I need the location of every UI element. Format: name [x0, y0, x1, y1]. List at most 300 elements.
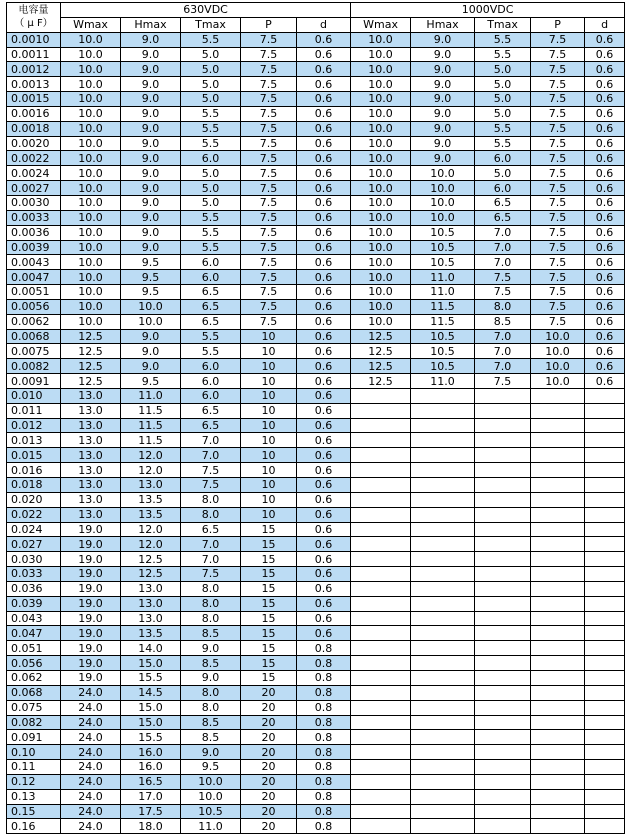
cell-1000-wmax [351, 626, 411, 641]
cell-630-wmax: 13.0 [61, 403, 121, 418]
subcol-1000-tmax: Tmax [475, 17, 531, 32]
cell-1000-wmax [351, 581, 411, 596]
cell-1000-tmax: 7.5 [475, 374, 531, 389]
cell-630-hmax: 13.0 [121, 596, 181, 611]
cell-630-d: 0.8 [297, 700, 351, 715]
capacitance-header [7, 3, 61, 33]
cell-630-p: 20 [241, 789, 297, 804]
cell-1000-p: 7.5 [531, 32, 585, 47]
cell-1000-wmax: 10.0 [351, 181, 411, 196]
cell-630-hmax: 10.0 [121, 314, 181, 329]
cell-630-d: 0.6 [297, 195, 351, 210]
table-row [7, 418, 625, 433]
cell-1000-p [531, 789, 585, 804]
cell-630-p: 10 [241, 492, 297, 507]
cell-630-tmax: 9.0 [181, 745, 241, 760]
table-row [7, 359, 625, 374]
cell-630-p: 7.5 [241, 77, 297, 92]
cell-1000-hmax [411, 433, 475, 448]
cell-1000-tmax [475, 730, 531, 745]
cell-1000-d: 0.6 [585, 210, 625, 225]
cell-630-d: 0.6 [297, 448, 351, 463]
cell-1000-tmax: 7.0 [475, 225, 531, 240]
cell-630-wmax: 13.0 [61, 448, 121, 463]
cell-630-hmax: 15.0 [121, 700, 181, 715]
cell-630-wmax: 13.0 [61, 418, 121, 433]
cell-630-tmax: 7.0 [181, 552, 241, 567]
cell-630-tmax: 6.0 [181, 255, 241, 270]
cell-1000-d: 0.6 [585, 77, 625, 92]
cell-1000-wmax [351, 552, 411, 567]
cell-630-wmax: 10.0 [61, 195, 121, 210]
table-row [7, 685, 625, 700]
cell-capacitance: 0.030 [7, 552, 61, 567]
cell-capacitance: 0.10 [7, 745, 61, 760]
cell-630-wmax: 24.0 [61, 700, 121, 715]
table-row [7, 166, 625, 181]
cell-630-d: 0.8 [297, 804, 351, 819]
cell-630-p: 20 [241, 715, 297, 730]
cell-1000-hmax: 10.5 [411, 344, 475, 359]
cell-1000-wmax: 10.0 [351, 106, 411, 121]
cell-630-p: 7.5 [241, 32, 297, 47]
cell-capacitance: 0.13 [7, 789, 61, 804]
cell-630-hmax: 13.0 [121, 478, 181, 493]
cell-630-hmax: 9.5 [121, 285, 181, 300]
cell-630-hmax: 16.0 [121, 745, 181, 760]
cell-1000-p: 10.0 [531, 344, 585, 359]
table-row [7, 596, 625, 611]
cell-630-d: 0.8 [297, 685, 351, 700]
cell-1000-d: 0.6 [585, 151, 625, 166]
cell-630-p: 7.5 [241, 151, 297, 166]
cell-1000-d: 0.6 [585, 240, 625, 255]
cell-630-wmax: 12.5 [61, 344, 121, 359]
cell-1000-d [585, 522, 625, 537]
cell-630-d: 0.6 [297, 374, 351, 389]
cell-1000-p: 10.0 [531, 374, 585, 389]
cell-capacitance: 0.068 [7, 685, 61, 700]
cell-1000-tmax [475, 626, 531, 641]
subcol-1000-d: d [585, 17, 625, 32]
cell-1000-p [531, 700, 585, 715]
cell-630-p: 15 [241, 552, 297, 567]
cell-630-tmax: 10.5 [181, 804, 241, 819]
table-row [7, 47, 625, 62]
cell-1000-p: 7.5 [531, 166, 585, 181]
cell-1000-tmax [475, 567, 531, 582]
cell-1000-p [531, 448, 585, 463]
cell-630-d: 0.6 [297, 47, 351, 62]
cell-capacitance: 0.0056 [7, 299, 61, 314]
cell-630-wmax: 10.0 [61, 210, 121, 225]
table-row [7, 463, 625, 478]
cell-1000-d [585, 641, 625, 656]
cell-630-d: 0.6 [297, 314, 351, 329]
cell-1000-d: 0.6 [585, 270, 625, 285]
cell-1000-p [531, 745, 585, 760]
cell-630-wmax: 19.0 [61, 626, 121, 641]
cell-1000-hmax [411, 388, 475, 403]
cell-1000-tmax [475, 715, 531, 730]
cell-capacitance: 0.0051 [7, 285, 61, 300]
cell-1000-d: 0.6 [585, 285, 625, 300]
table-row [7, 240, 625, 255]
cell-630-hmax: 17.5 [121, 804, 181, 819]
cell-630-wmax: 19.0 [61, 552, 121, 567]
cell-630-wmax: 24.0 [61, 745, 121, 760]
cell-capacitance: 0.056 [7, 656, 61, 671]
cell-630-tmax: 8.0 [181, 581, 241, 596]
table-row [7, 626, 625, 641]
cell-630-p: 20 [241, 819, 297, 834]
cell-1000-wmax [351, 685, 411, 700]
cell-1000-tmax: 8.0 [475, 299, 531, 314]
cell-630-d: 0.6 [297, 106, 351, 121]
cell-1000-hmax [411, 448, 475, 463]
cell-630-p: 15 [241, 611, 297, 626]
cell-1000-hmax [411, 685, 475, 700]
cell-1000-d: 0.6 [585, 374, 625, 389]
subcol-630-d: d [297, 17, 351, 32]
cell-630-p: 7.5 [241, 210, 297, 225]
cell-630-hmax: 11.0 [121, 388, 181, 403]
cell-1000-wmax: 10.0 [351, 299, 411, 314]
cell-630-wmax: 10.0 [61, 166, 121, 181]
group-header-1000vdc: 1000VDC [351, 3, 625, 18]
cell-630-d: 0.8 [297, 670, 351, 685]
cell-1000-d [585, 656, 625, 671]
cell-630-wmax: 10.0 [61, 47, 121, 62]
cell-1000-p: 10.0 [531, 329, 585, 344]
cell-630-wmax: 13.0 [61, 433, 121, 448]
cell-630-wmax: 24.0 [61, 789, 121, 804]
cell-630-tmax: 8.5 [181, 730, 241, 745]
cell-630-hmax: 16.0 [121, 760, 181, 775]
cell-630-tmax: 10.0 [181, 774, 241, 789]
cell-1000-d [585, 537, 625, 552]
cell-630-hmax: 9.0 [121, 136, 181, 151]
cell-630-hmax: 11.5 [121, 418, 181, 433]
cell-630-tmax: 5.5 [181, 136, 241, 151]
table-row [7, 270, 625, 285]
table-row [7, 611, 625, 626]
cell-630-hmax: 12.0 [121, 463, 181, 478]
cell-630-wmax: 19.0 [61, 596, 121, 611]
cell-1000-d [585, 819, 625, 834]
table-row [7, 552, 625, 567]
cell-1000-hmax [411, 581, 475, 596]
cell-630-p: 10 [241, 388, 297, 403]
table-row [7, 121, 625, 136]
cell-1000-wmax: 10.0 [351, 62, 411, 77]
cell-1000-d [585, 730, 625, 745]
cell-1000-wmax: 10.0 [351, 210, 411, 225]
cell-1000-wmax [351, 403, 411, 418]
cell-1000-p: 7.5 [531, 270, 585, 285]
cell-630-p: 10 [241, 507, 297, 522]
cell-1000-hmax: 10.0 [411, 181, 475, 196]
cell-630-wmax: 13.0 [61, 478, 121, 493]
cell-630-wmax: 19.0 [61, 537, 121, 552]
cell-630-wmax: 10.0 [61, 240, 121, 255]
cell-1000-tmax [475, 700, 531, 715]
cell-1000-wmax [351, 507, 411, 522]
cell-630-wmax: 12.5 [61, 374, 121, 389]
cell-1000-wmax: 10.0 [351, 47, 411, 62]
cell-capacitance: 0.027 [7, 537, 61, 552]
cell-630-p: 10 [241, 344, 297, 359]
cell-630-p: 7.5 [241, 92, 297, 107]
cell-1000-d [585, 685, 625, 700]
cell-1000-hmax [411, 537, 475, 552]
table-row [7, 136, 625, 151]
cell-630-tmax: 5.5 [181, 32, 241, 47]
cell-1000-d [585, 804, 625, 819]
cell-capacitance: 0.039 [7, 596, 61, 611]
cell-630-hmax: 9.0 [121, 106, 181, 121]
cell-1000-p [531, 596, 585, 611]
cell-1000-wmax [351, 418, 411, 433]
cell-1000-p: 7.5 [531, 151, 585, 166]
cell-1000-wmax: 12.5 [351, 374, 411, 389]
cell-1000-p: 7.5 [531, 285, 585, 300]
cell-1000-hmax: 10.0 [411, 210, 475, 225]
cell-1000-tmax [475, 774, 531, 789]
cell-630-hmax: 9.5 [121, 255, 181, 270]
cell-1000-tmax [475, 596, 531, 611]
cell-1000-tmax [475, 478, 531, 493]
table-row [7, 641, 625, 656]
cell-630-hmax: 9.0 [121, 240, 181, 255]
cell-630-tmax: 6.0 [181, 151, 241, 166]
cell-630-p: 7.5 [241, 225, 297, 240]
cell-630-p: 15 [241, 670, 297, 685]
cell-630-d: 0.6 [297, 285, 351, 300]
table-row [7, 255, 625, 270]
cell-capacitance: 0.0030 [7, 195, 61, 210]
cell-1000-hmax: 11.0 [411, 374, 475, 389]
cell-1000-tmax [475, 685, 531, 700]
cell-630-tmax: 6.5 [181, 314, 241, 329]
cell-630-d: 0.6 [297, 567, 351, 582]
cell-630-tmax: 8.0 [181, 611, 241, 626]
cell-630-hmax: 9.0 [121, 225, 181, 240]
cell-630-d: 0.6 [297, 418, 351, 433]
cell-1000-tmax [475, 611, 531, 626]
cell-630-hmax: 15.5 [121, 730, 181, 745]
cell-capacitance: 0.0075 [7, 344, 61, 359]
cell-630-tmax: 5.0 [181, 92, 241, 107]
cell-630-p: 10 [241, 329, 297, 344]
cell-630-tmax: 5.0 [181, 166, 241, 181]
cell-630-hmax: 9.0 [121, 32, 181, 47]
cell-capacitance: 0.0016 [7, 106, 61, 121]
cell-630-d: 0.6 [297, 210, 351, 225]
cell-630-p: 15 [241, 581, 297, 596]
cell-630-wmax: 24.0 [61, 804, 121, 819]
cell-1000-p [531, 819, 585, 834]
cell-1000-tmax: 6.5 [475, 210, 531, 225]
cell-630-wmax: 24.0 [61, 730, 121, 745]
cell-630-d: 0.6 [297, 166, 351, 181]
cell-630-hmax: 12.0 [121, 522, 181, 537]
cell-capacitance: 0.0018 [7, 121, 61, 136]
cell-1000-wmax [351, 789, 411, 804]
cell-1000-hmax [411, 819, 475, 834]
cell-630-p: 15 [241, 656, 297, 671]
cell-630-wmax: 10.0 [61, 92, 121, 107]
cell-630-tmax: 10.0 [181, 789, 241, 804]
table-row [7, 225, 625, 240]
cell-capacitance: 0.051 [7, 641, 61, 656]
cell-1000-hmax [411, 760, 475, 775]
cell-1000-wmax [351, 804, 411, 819]
cell-630-tmax: 5.5 [181, 106, 241, 121]
cell-630-tmax: 5.5 [181, 329, 241, 344]
capacitor-dimension-table [6, 2, 625, 834]
cell-1000-tmax [475, 463, 531, 478]
cell-630-wmax: 10.0 [61, 255, 121, 270]
cell-capacitance: 0.0047 [7, 270, 61, 285]
cell-630-hmax: 16.5 [121, 774, 181, 789]
cell-1000-hmax: 9.0 [411, 151, 475, 166]
cell-630-hmax: 14.5 [121, 685, 181, 700]
cell-capacitance: 0.0036 [7, 225, 61, 240]
cell-1000-hmax [411, 418, 475, 433]
cell-630-wmax: 10.0 [61, 151, 121, 166]
cell-630-wmax: 24.0 [61, 774, 121, 789]
cell-capacitance: 0.043 [7, 611, 61, 626]
cell-1000-wmax [351, 730, 411, 745]
cell-630-wmax: 24.0 [61, 715, 121, 730]
cell-1000-d: 0.6 [585, 195, 625, 210]
cell-1000-tmax: 5.0 [475, 62, 531, 77]
table-row [7, 32, 625, 47]
cell-630-hmax: 15.5 [121, 670, 181, 685]
cell-630-hmax: 13.5 [121, 492, 181, 507]
cell-capacitance: 0.0022 [7, 151, 61, 166]
cell-1000-wmax: 10.0 [351, 77, 411, 92]
capacitance-header-line1: 电容量 [18, 5, 49, 17]
cell-630-tmax: 8.0 [181, 492, 241, 507]
table-row [7, 774, 625, 789]
cell-630-tmax: 8.0 [181, 685, 241, 700]
capacitance-header-line2: （ μ F） [14, 18, 53, 30]
cell-630-wmax: 24.0 [61, 685, 121, 700]
cell-630-p: 7.5 [241, 121, 297, 136]
cell-630-tmax: 9.0 [181, 670, 241, 685]
table-row [7, 344, 625, 359]
cell-630-p: 20 [241, 804, 297, 819]
cell-630-hmax: 12.0 [121, 537, 181, 552]
subcol-630-wmax: Wmax [61, 17, 121, 32]
cell-1000-tmax [475, 656, 531, 671]
table-row [7, 151, 625, 166]
cell-630-hmax: 9.0 [121, 181, 181, 196]
cell-630-d: 0.6 [297, 121, 351, 136]
cell-630-d: 0.8 [297, 760, 351, 775]
cell-630-d: 0.6 [297, 596, 351, 611]
cell-630-p: 10 [241, 418, 297, 433]
cell-630-wmax: 10.0 [61, 106, 121, 121]
cell-1000-hmax [411, 715, 475, 730]
cell-1000-d: 0.6 [585, 136, 625, 151]
cell-630-p: 15 [241, 626, 297, 641]
cell-1000-tmax [475, 403, 531, 418]
cell-630-wmax: 13.0 [61, 388, 121, 403]
cell-1000-p: 7.5 [531, 62, 585, 77]
cell-1000-wmax [351, 700, 411, 715]
cell-630-hmax: 9.0 [121, 47, 181, 62]
cell-630-tmax: 8.0 [181, 596, 241, 611]
table-row [7, 730, 625, 745]
cell-1000-p [531, 641, 585, 656]
cell-1000-hmax [411, 522, 475, 537]
cell-1000-wmax [351, 492, 411, 507]
cell-1000-hmax [411, 567, 475, 582]
cell-1000-wmax: 12.5 [351, 359, 411, 374]
cell-1000-wmax: 10.0 [351, 121, 411, 136]
table-row [7, 789, 625, 804]
cell-1000-hmax [411, 507, 475, 522]
cell-630-d: 0.6 [297, 255, 351, 270]
cell-630-hmax: 9.0 [121, 92, 181, 107]
cell-630-d: 0.6 [297, 492, 351, 507]
cell-1000-wmax [351, 611, 411, 626]
cell-1000-hmax: 9.0 [411, 77, 475, 92]
cell-630-wmax: 10.0 [61, 136, 121, 151]
cell-capacitance: 0.0039 [7, 240, 61, 255]
cell-630-d: 0.8 [297, 730, 351, 745]
table-row [7, 567, 625, 582]
table-row [7, 819, 625, 834]
cell-capacitance: 0.010 [7, 388, 61, 403]
cell-1000-tmax: 7.0 [475, 329, 531, 344]
cell-630-tmax: 6.5 [181, 418, 241, 433]
cell-630-tmax: 11.0 [181, 819, 241, 834]
cell-630-tmax: 5.5 [181, 225, 241, 240]
cell-1000-d [585, 507, 625, 522]
cell-capacitance: 0.16 [7, 819, 61, 834]
cell-630-tmax: 5.0 [181, 62, 241, 77]
cell-630-tmax: 8.0 [181, 507, 241, 522]
cell-630-tmax: 6.0 [181, 388, 241, 403]
cell-630-d: 0.6 [297, 433, 351, 448]
table-row [7, 537, 625, 552]
cell-630-wmax: 24.0 [61, 819, 121, 834]
cell-1000-hmax: 10.0 [411, 166, 475, 181]
cell-1000-p: 7.5 [531, 47, 585, 62]
cell-630-tmax: 8.5 [181, 715, 241, 730]
cell-1000-wmax [351, 715, 411, 730]
cell-630-p: 20 [241, 700, 297, 715]
cell-1000-d [585, 478, 625, 493]
cell-630-tmax: 7.5 [181, 567, 241, 582]
cell-630-p: 10 [241, 463, 297, 478]
cell-630-wmax: 10.0 [61, 225, 121, 240]
cell-630-p: 15 [241, 641, 297, 656]
cell-630-p: 15 [241, 596, 297, 611]
cell-1000-p [531, 581, 585, 596]
cell-capacitance: 0.15 [7, 804, 61, 819]
cell-1000-d [585, 700, 625, 715]
cell-630-p: 20 [241, 760, 297, 775]
cell-1000-tmax: 7.0 [475, 255, 531, 270]
cell-630-p: 15 [241, 567, 297, 582]
cell-1000-d: 0.6 [585, 181, 625, 196]
cell-1000-hmax: 11.5 [411, 314, 475, 329]
